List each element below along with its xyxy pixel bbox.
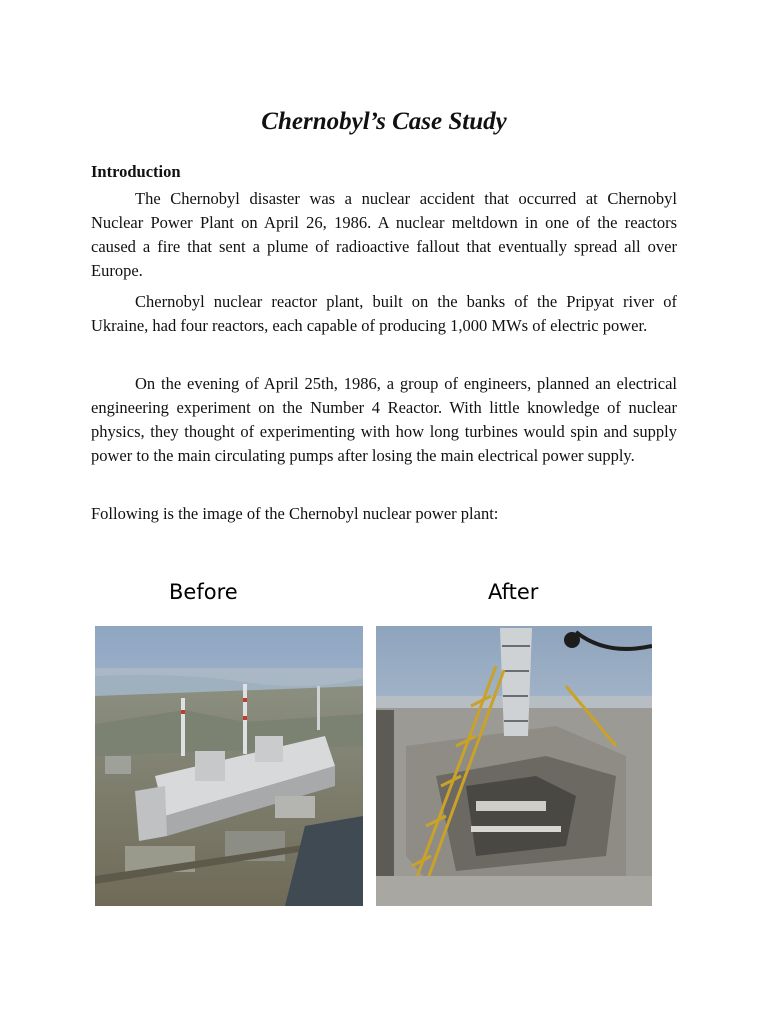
before-caption: Before — [169, 580, 238, 604]
paragraph-3: On the evening of April 25th, 1986, a group of engineers, planned an electrical engineering experiment on the Number 4 Reactor. With little knowledge of nuclear physics, they thought of experimenting with how long turbines would spin and supply power to the main circulating pumps after losing the main electrical power supply. — [91, 374, 677, 465]
after-caption: After — [488, 580, 539, 604]
paragraph-4: Following is the image of the Chernobyl nuclear power plant: — [91, 504, 499, 523]
paragraph-1: The Chernobyl disaster was a nuclear accident that occurred at Chernobyl Nuclear Power Plant on April 26, 1986. A nuclear meltdown in one of the reactors caused a fire that sent a plume of radioactive fallout that eventually spread all over Europe. — [91, 189, 677, 280]
document-title: Chernobyl’s Case Study — [261, 108, 507, 135]
after-photo — [376, 626, 652, 906]
paragraph-2: Chernobyl nuclear reactor plant, built on the banks of the Pripyat river of Ukraine, had four reactors, each capable of producing 1,000 MWs of electric power. — [91, 292, 677, 335]
section-heading-introduction: Introduction — [91, 162, 181, 181]
before-photo — [95, 626, 363, 906]
